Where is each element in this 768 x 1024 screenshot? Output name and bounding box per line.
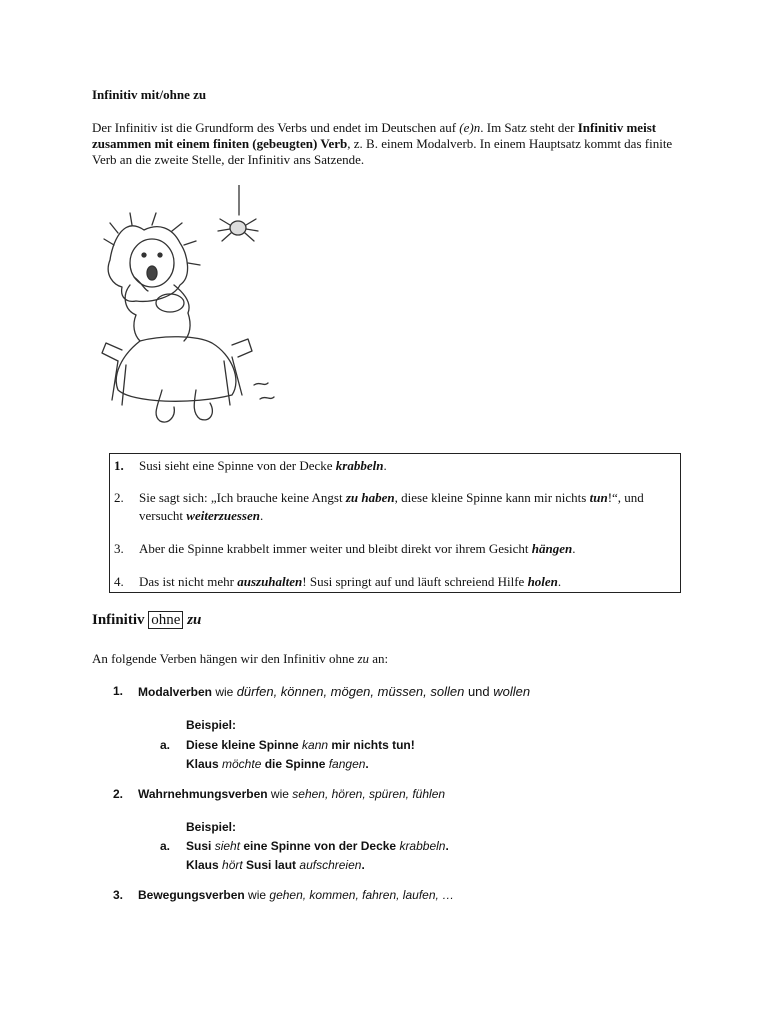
example-part: . <box>361 858 365 872</box>
sentence-part: . <box>259 508 264 523</box>
verb-category: Modalverben <box>138 685 213 699</box>
sentence-part: , diese kleine Spinne kann mir nichts <box>394 490 590 505</box>
heading-italic-word: zu <box>187 612 202 628</box>
list-text <box>138 684 530 699</box>
lead-paragraph <box>92 651 388 667</box>
sentence-part: Das ist nicht mehr <box>139 574 238 589</box>
list-number: 3. <box>113 888 124 902</box>
list-item <box>0 787 768 803</box>
heading-boxed-word: ohne <box>148 611 183 629</box>
sub-list-marker: a. <box>160 839 171 853</box>
verb-examples: gehen, kommen, fahren, laufen, … <box>269 888 455 902</box>
infinitive: holen <box>527 574 558 589</box>
verb-category: Bewegungsverben <box>138 888 245 902</box>
infinitive: auszuhalten <box>237 574 303 589</box>
sentence-part: ! Susi springt auf und läuft schreiend Hilfe <box>302 574 528 589</box>
heading-text: Infinitiv <box>92 612 149 628</box>
example-verb: möchte <box>222 757 262 771</box>
example-verb: hört <box>222 858 243 872</box>
list-connector: wie <box>244 888 270 902</box>
list-number: 1. <box>113 684 124 698</box>
lead-text: An folgende Verben hängen wir den Infinitiv ohne <box>92 651 358 666</box>
intro-ending: (e)n <box>459 120 481 135</box>
girl-spider-illustration <box>92 185 292 425</box>
example-part: . <box>445 839 449 853</box>
example-line <box>186 738 415 752</box>
infinitive: tun <box>589 490 608 505</box>
lead-text: an: <box>369 651 389 666</box>
verb-category: Wahrnehmungsverben <box>138 787 268 801</box>
example-line <box>186 858 365 872</box>
sentence-part: Aber die Spinne krabbelt immer weiter und bleibt direkt vor ihrem Gesicht <box>139 541 532 556</box>
sentence-part: . <box>557 574 562 589</box>
sentence-number: 4. <box>114 574 124 589</box>
sentence-text <box>139 573 674 591</box>
infinitive: zu haben <box>345 490 395 505</box>
example-line <box>186 839 449 853</box>
sentence-text <box>139 457 674 475</box>
lead-italic: zu <box>357 651 370 666</box>
verb-examples: sehen, hören, spüren, fühlen <box>292 787 446 801</box>
example-part: . <box>365 757 369 771</box>
example-part: die Spinne <box>261 757 329 771</box>
list-text <box>138 787 445 801</box>
infinitive: hängen <box>531 541 573 556</box>
list-number: 2. <box>113 787 124 801</box>
verb-examples: wollen <box>493 684 531 699</box>
example-verb: kann <box>302 738 329 752</box>
intro-paragraph <box>92 120 682 168</box>
example-part: Diese kleine Spinne <box>186 738 303 752</box>
example-part: Susi laut <box>242 858 300 872</box>
sentence-text <box>139 540 674 558</box>
intro-bold: Infinitiv meist zusammen mit einem finiten (gebeugten) Verb <box>92 120 657 151</box>
example-verb: krabbeln <box>399 839 446 853</box>
sentence-part: !“, und versucht <box>139 490 644 523</box>
sentence-part: . <box>572 541 576 556</box>
sentence-text <box>139 489 674 525</box>
example-verb: aufschreien <box>299 858 362 872</box>
beispiel-label: Beispiel: <box>186 718 237 732</box>
intro-text: , z. B. einem Modalverb. In einem Hauptsatz kommt das finite Verb an die zweite Stelle, der Infinitiv ans Satzende. <box>92 136 673 167</box>
beispiel-label: Beispiel: <box>186 820 237 834</box>
sentence-part: . <box>383 458 387 473</box>
list-connector: und <box>464 684 494 699</box>
sentence-number: 2. <box>114 490 124 505</box>
page-title: Infinitiv mit/ohne zu <box>92 87 207 102</box>
list-text <box>138 888 454 902</box>
infinitive: krabbeln <box>335 458 384 473</box>
list-connector: wie <box>267 787 293 801</box>
example-part: mir nichts tun! <box>328 738 415 752</box>
example-verb: fangen <box>328 757 366 771</box>
sentence-number: 3. <box>114 541 124 556</box>
sentence-part: Sie sagt sich: „Ich brauche keine Angst <box>139 490 346 505</box>
intro-text: Der Infinitiv ist die Grundform des Verbs und endet im Deutschen auf <box>92 120 460 135</box>
example-sentences-box <box>109 453 681 593</box>
example-line <box>186 757 369 771</box>
example-part: Klaus <box>186 858 223 872</box>
example-part: eine Spinne von der Decke <box>240 839 400 853</box>
verb-examples: dürfen, können, mögen, müssen, sollen <box>236 684 465 699</box>
infinitive: weiterzuessen <box>186 508 260 523</box>
sub-list-marker: a. <box>160 738 171 752</box>
section-heading <box>92 612 201 629</box>
list-item <box>0 684 768 700</box>
sentence-part: Susi sieht eine Spinne von der Decke <box>139 458 336 473</box>
sentence-number: 1. <box>114 458 124 473</box>
example-part: Klaus <box>186 757 223 771</box>
intro-text: . Im Satz steht der <box>480 120 578 135</box>
example-part: Susi <box>186 839 215 853</box>
list-connector: wie <box>212 685 237 699</box>
example-verb: sieht <box>214 839 241 853</box>
list-item <box>0 888 768 904</box>
